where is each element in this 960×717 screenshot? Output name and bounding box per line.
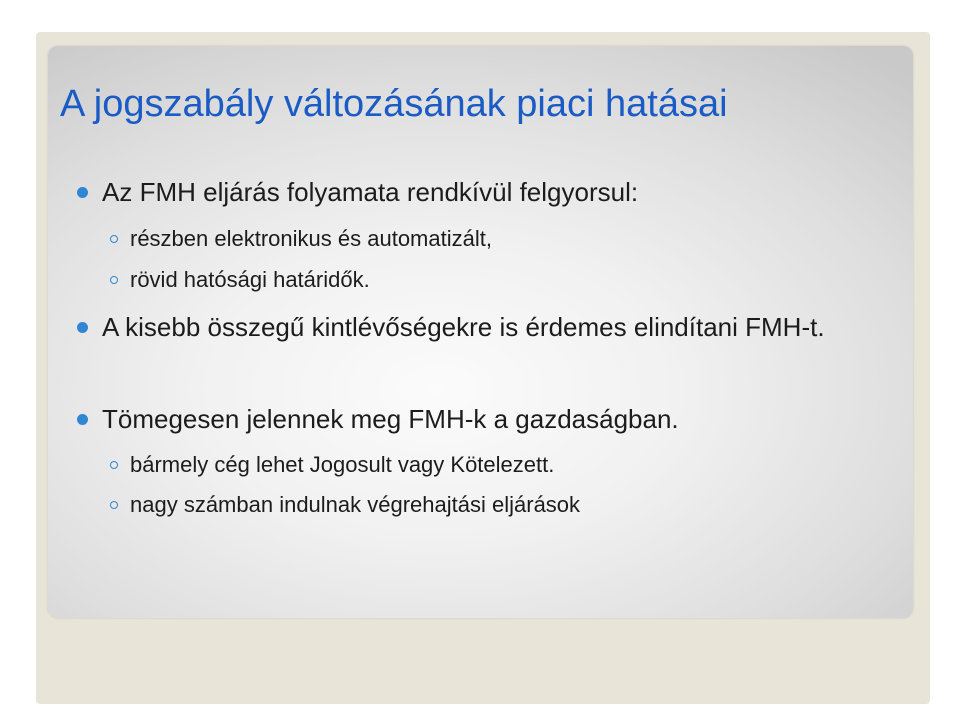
- sub-bullet-text: rövid hatósági határidők.: [130, 267, 370, 292]
- sub-bullet-text: részben elektronikus és automatizált,: [130, 226, 492, 251]
- filled-circle-bullet-icon: [77, 414, 88, 425]
- bullet-item-2: [102, 311, 882, 344]
- bullet-item-1: [102, 176, 882, 209]
- hollow-circle-bullet-icon: [110, 501, 118, 509]
- bullet-item-text: A kisebb összegű kintlévőségekre is érdemes elindítani FMH-t.: [102, 312, 825, 342]
- sub-bullet-item-1-2: [130, 266, 370, 294]
- filled-circle-bullet-icon: [77, 187, 88, 198]
- sub-bullet-text: nagy számban indulnak végrehajtási eljárások: [130, 492, 581, 517]
- bullet-item-3: [102, 403, 882, 436]
- sub-bullet-item-1-1: [130, 225, 492, 253]
- filled-circle-bullet-icon: [77, 322, 88, 333]
- hollow-circle-bullet-icon: [110, 276, 118, 284]
- sub-bullet-item-3-2: [130, 491, 580, 519]
- bullet-item-text: Tömegesen jelennek meg FMH-k a gazdaságban.: [102, 404, 679, 434]
- bullet-item-text: Az FMH eljárás folyamata rendkívül felgyorsul:: [102, 177, 639, 207]
- hollow-circle-bullet-icon: [110, 461, 118, 469]
- hollow-circle-bullet-icon: [110, 235, 118, 243]
- slide-title: A jogszabály változásának piaci hatásai: [60, 83, 728, 125]
- sub-bullet-item-3-1: [130, 451, 554, 479]
- sub-bullet-text: bármely cég lehet Jogosult vagy Kötelezett.: [130, 452, 555, 477]
